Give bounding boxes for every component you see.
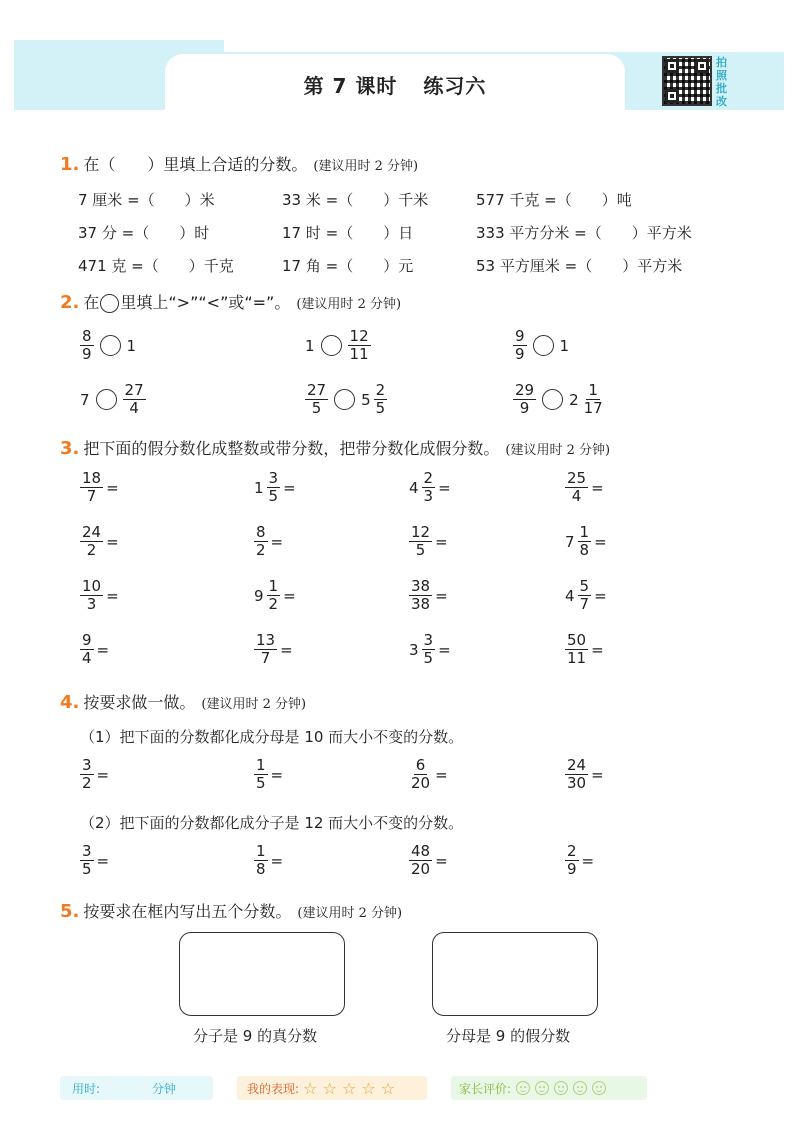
parent-label: 家长评价: [459,1081,512,1096]
fraction: $\frac{9}{4}$ [82,631,92,667]
equals-sign: = [106,586,119,605]
fraction-item[interactable] [409,578,448,613]
section-text: 按要求在框内写出五个分数。 [83,902,292,921]
fraction: $\frac{1}{2}$ [268,577,279,613]
equals-sign: = [96,765,110,784]
fraction-item[interactable] [80,470,119,505]
equals-sign: = [106,532,119,551]
fraction-item[interactable] [80,578,119,613]
smiley-icon[interactable] [516,1081,530,1095]
footer-time [60,1076,213,1100]
whole-number: 3 [409,640,419,659]
section-number: 4. [60,692,80,713]
qr-code-icon[interactable] [662,56,712,106]
fraction-item[interactable] [254,524,283,559]
time-note: (建议用时 2 分钟) [296,297,402,312]
section-1-heading [60,152,418,175]
section-5-heading [60,899,402,922]
fraction-item[interactable] [565,524,607,559]
fraction: $\frac{3}{5}$ [423,631,434,667]
equals-sign: = [581,851,595,870]
fraction: $\frac{10}{3}$ [82,577,102,613]
fraction-item[interactable] [565,578,607,613]
equals-sign: = [106,478,119,497]
whole-number: 7 [565,532,575,551]
unit-conversion-item[interactable]: 577 千克 =（ ）吨 [476,191,632,209]
box-caption: 分母是 9 的假分数 [446,1027,571,1045]
section-text: 在（ ）里填上合适的分数。 [83,155,308,174]
smiley-icon[interactable] [573,1081,587,1095]
equals-sign: = [591,765,604,784]
equals-sign: = [435,532,448,551]
fraction: $\frac{2}{3}$ [423,469,434,505]
section-2-heading [60,290,401,313]
equals-sign: = [591,640,604,659]
fraction: $\frac{3}{2}$ [82,756,92,792]
fraction-item[interactable] [565,757,604,792]
qr-label: 拍照批改 [716,56,727,108]
equals-sign: = [96,851,110,870]
fraction-item[interactable] [565,843,594,878]
unit-conversion-item[interactable]: 17 时 =（ ）日 [282,224,414,242]
compare-circle[interactable] [321,335,342,356]
section-number: 5. [60,901,80,922]
fraction-item[interactable] [565,632,604,667]
fraction-item[interactable] [80,632,109,667]
fraction: $\frac{12}{5}$ [411,523,431,559]
equals-sign: = [591,478,604,497]
compare-item: 1 $\frac{12}{11}$ [305,327,369,363]
circle-icon [100,294,119,313]
fraction-item[interactable] [409,470,451,505]
equals-sign: = [280,640,293,659]
smiley-icon[interactable] [535,1081,549,1095]
fraction-item[interactable] [80,757,109,792]
footer-parent-review [451,1076,647,1100]
fraction-item[interactable] [254,843,283,878]
equals-sign: = [594,532,607,551]
sub-question-2: （2）把下面的分数都化成分子是 12 而大小不变的分数。 [80,814,464,832]
equals-sign: = [283,586,296,605]
compare-item: $\frac{8}{9}$ 1 [82,327,137,363]
box-caption: 分子是 9 的真分数 [193,1027,318,1045]
fraction: $\frac{24}{30}$ [567,756,587,792]
fraction-item[interactable] [80,843,109,878]
fraction: $\frac{5}{7}$ [579,577,590,613]
section-text: 在 [83,293,100,312]
answer-box-proper-fractions[interactable] [179,932,345,1016]
fraction: $\frac{18}{7}$ [82,469,102,505]
section-text: 把下面的假分数化成整数或带分数，把带分数化成假分数。 [83,439,500,458]
time-note: (建议用时 2 分钟) [313,159,419,174]
lesson-number: 第 7 课时 [303,74,398,98]
smiley-icon[interactable] [554,1081,568,1095]
equals-sign: = [270,851,284,870]
whole-number: 9 [254,586,264,605]
lesson-title: 练习六 [423,74,487,98]
equals-sign: = [435,586,448,605]
fraction-item[interactable] [409,843,448,878]
whole-number: 4 [565,586,575,605]
compare-circle[interactable] [96,389,117,410]
fraction: $\frac{13}{7}$ [256,631,276,667]
section-text: 里填上“>”“<”或“=”。 [120,293,291,312]
fraction: $\frac{48}{20}$ [411,842,431,878]
compare-circle[interactable] [100,335,121,356]
fraction-item[interactable] [254,470,296,505]
unit-conversion-item[interactable]: 471 克 =（ ）千克 [78,257,234,275]
fraction-item[interactable] [409,757,448,792]
performance-label: 我的表现: [247,1081,300,1096]
section-number: 3. [60,438,80,459]
equals-sign: = [438,640,451,659]
fraction: $\frac{8}{2}$ [256,523,266,559]
section-3-heading [60,436,610,459]
footer-performance [237,1076,427,1100]
fraction: $\frac{1}{8}$ [579,523,590,559]
fraction: $\frac{2}{9}$ [567,842,577,878]
fraction: $\frac{6}{20}$ [411,756,431,792]
time-note: (建议用时 2 分钟) [297,906,403,921]
time-unit: 分钟 [152,1081,177,1096]
fraction: $\frac{1}{5}$ [256,756,266,792]
time-note: (建议用时 2 分钟) [201,697,307,712]
unit-conversion-item[interactable]: 17 角 =（ ）元 [282,257,414,275]
fraction: $\frac{1}{8}$ [256,842,266,878]
fraction: $\frac{3}{5}$ [268,469,279,505]
smiley-icon[interactable] [592,1081,606,1095]
whole-number: 1 [254,478,264,497]
compare-circle[interactable] [542,389,563,410]
time-note: (建议用时 2 分钟) [505,443,611,458]
fraction: $\frac{25}{4}$ [567,469,587,505]
fraction-item[interactable] [254,578,296,613]
fraction: $\frac{24}{2}$ [82,523,102,559]
answer-box-improper-fractions[interactable] [432,932,598,1016]
unit-conversion-item[interactable]: 333 平方分米 =（ ）平方米 [476,224,692,242]
fraction-item[interactable] [254,632,293,667]
equals-sign: = [435,851,448,870]
unit-conversion-item[interactable]: 53 平方厘米 =（ ）平方米 [476,257,683,275]
compare-item: $\frac{29}{9}$ 2 $\frac{1}{17}$ [515,381,603,417]
unit-conversion-item[interactable]: 37 分 =（ ）时 [78,224,210,242]
whole-number: 4 [409,478,419,497]
fraction-item[interactable] [409,632,451,667]
compare-circle[interactable] [533,335,554,356]
section-number: 2. [60,292,80,313]
equals-sign: = [438,478,451,497]
compare-item: $\frac{9}{9}$ 1 [515,327,570,363]
equals-sign: = [96,640,110,659]
page-title [165,70,625,99]
time-label: 用时: [72,1081,101,1096]
equals-sign: = [270,532,284,551]
fraction: $\frac{3}{5}$ [82,842,92,878]
fraction-item[interactable] [409,524,448,559]
fraction: $\frac{50}{11}$ [567,631,587,667]
fraction-item[interactable] [565,470,604,505]
section-4-heading [60,690,306,713]
fraction-item[interactable] [80,524,119,559]
fraction-item[interactable] [254,757,283,792]
equals-sign: = [270,765,284,784]
equals-sign: = [594,586,607,605]
compare-item: 7 $\frac{27}{4}$ [80,381,144,417]
compare-circle[interactable] [334,389,355,410]
equals-sign: = [283,478,296,497]
compare-item: $\frac{27}{5}$ 5 $\frac{2}{5}$ [307,381,386,417]
unit-conversion-item[interactable]: 33 米 =（ ）千米 [282,191,429,209]
fraction: $\frac{38}{38}$ [411,577,431,613]
section-text: 按要求做一做。 [83,693,196,712]
unit-conversion-item[interactable]: 7 厘米 =（ ）米 [78,191,215,209]
section-number: 1. [60,154,80,175]
star-rating-icon[interactable]: ☆ ☆ ☆ ☆ ☆ [303,1078,396,1098]
sub-question-1: （1）把下面的分数都化成分母是 10 而大小不变的分数。 [80,728,464,746]
equals-sign: = [435,765,448,784]
